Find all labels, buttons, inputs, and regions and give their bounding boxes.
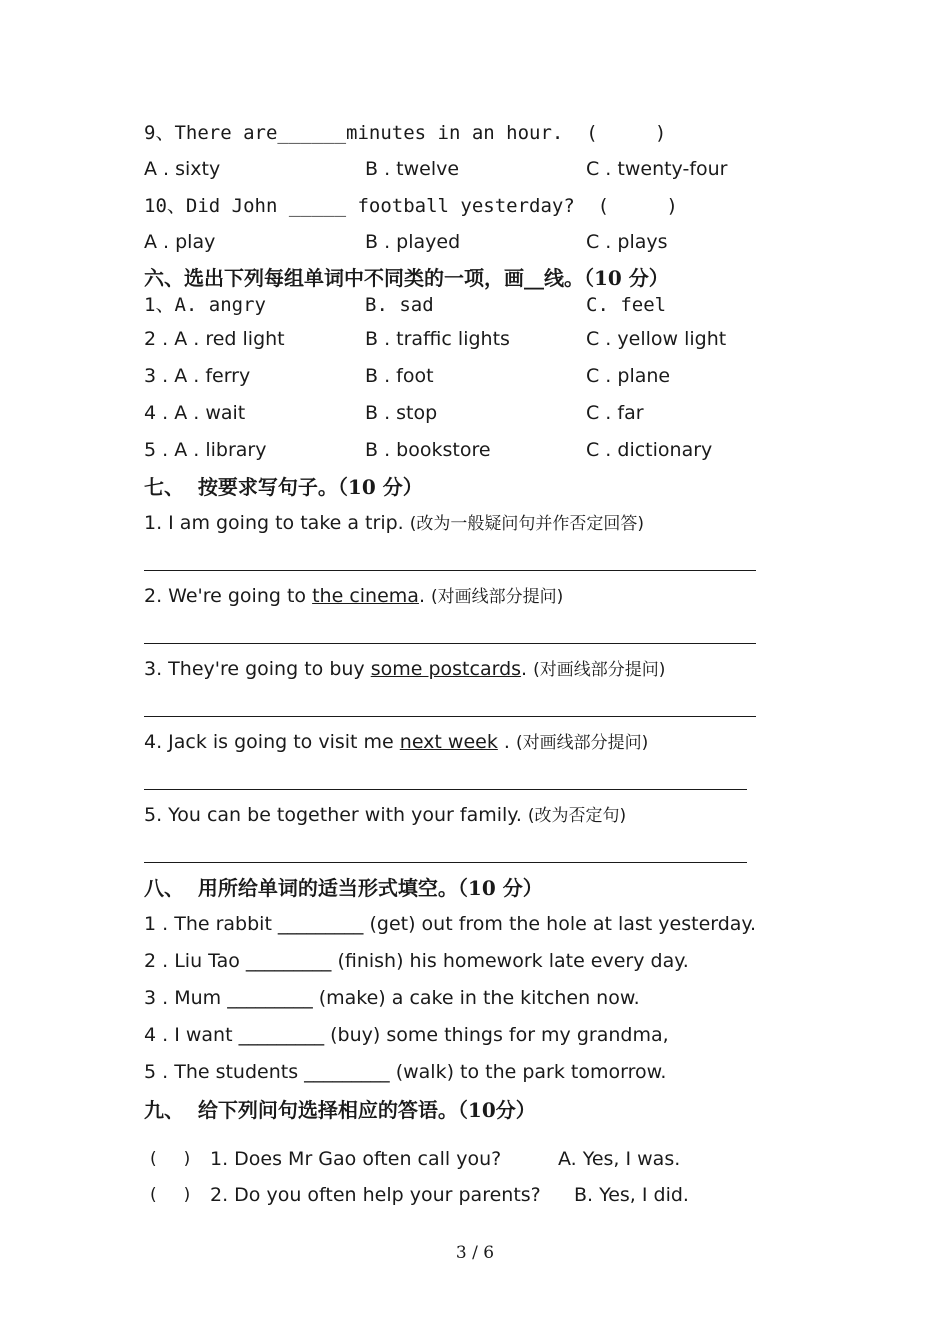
q10-option-c: C . plays xyxy=(586,231,668,253)
s6-item-5-a: 5 . A . library xyxy=(144,439,267,461)
s7-item-2-note: (对画线部分提问) xyxy=(431,587,564,607)
page-number: 3 / 6 xyxy=(455,1243,495,1263)
s8-item-2: 2 . Liu Tao _________ (finish) his homework late every day. xyxy=(144,950,689,972)
s9-option-b: B. Yes, I did. xyxy=(574,1184,689,1206)
q10-option-a: A . play xyxy=(144,231,216,253)
s7-item-2-text: 2. We're going to xyxy=(144,585,313,607)
s7-item-1-text: 1. I am going to take a trip. xyxy=(144,512,410,534)
s8-item-5: 5 . The students _________ (walk) to the park tomorrow. xyxy=(144,1061,667,1083)
q9-option-a: A . sixty xyxy=(144,158,221,180)
s7-item-5-text: 5. You can be together with your family. xyxy=(144,804,528,826)
answer-line-3[interactable] xyxy=(144,716,756,717)
s7-item-4-period: . xyxy=(497,731,516,753)
s6-item-1-c: C. feel xyxy=(586,294,667,316)
s6-item-2-c: C . yellow light xyxy=(586,328,727,350)
s7-item-4-note: (对画线部分提问) xyxy=(515,733,649,753)
s6-item-5-c: C . dictionary xyxy=(586,439,713,461)
s6-item-3-b: B . foot xyxy=(365,365,434,387)
s7-item-2 xyxy=(144,584,563,609)
s7-item-3-note: (对画线部分提问) xyxy=(533,660,666,680)
answer-line-4[interactable] xyxy=(144,789,747,790)
s9-item-2-question: 2. Do you often help your parents? xyxy=(210,1184,541,1206)
s6-item-4-a: 4 . A . wait xyxy=(144,402,246,424)
s7-item-4 xyxy=(144,730,648,755)
q10-option-b: B . played xyxy=(365,231,461,253)
s6-item-3-c: C . plane xyxy=(586,365,671,387)
s7-item-1-note: (改为一般疑问句并作否定回答) xyxy=(409,514,644,534)
q9-option-b: B . twelve xyxy=(365,158,460,180)
s6-item-1-a: 1、A. angry xyxy=(144,294,266,316)
answer-line-5[interactable] xyxy=(144,862,747,863)
s7-item-5 xyxy=(144,803,626,828)
s6-item-4-c: C . far xyxy=(586,402,644,424)
s6-item-2-a: 2 . A . red light xyxy=(144,328,285,350)
q9-option-c: C . twenty-four xyxy=(586,158,728,180)
section-7-heading: 七、 按要求写句子。（10 分） xyxy=(144,475,423,499)
question-9: 9、There are______minutes in an hour. ( ) xyxy=(144,122,667,144)
answer-line-2[interactable] xyxy=(144,643,756,644)
s6-item-3-a: 3 . A . ferry xyxy=(144,365,251,387)
section-6-heading: 六、选出下列每组单词中不同类的一项，画__线。（10 分） xyxy=(144,266,669,290)
s9-item-1-bracket[interactable]: ( ) xyxy=(150,1149,191,1169)
s7-item-5-note: (改为否定句) xyxy=(527,806,627,826)
s9-item-2-bracket[interactable]: ( ) xyxy=(150,1185,191,1205)
section-8-heading: 八、 用所给单词的适当形式填空。（10 分） xyxy=(144,876,543,900)
s9-item-1-question: 1. Does Mr Gao often call you? xyxy=(210,1148,502,1170)
s7-item-3-text: 3. They're going to buy xyxy=(144,658,371,680)
s6-item-2-b: B . traffic lights xyxy=(365,328,510,350)
s7-item-3-period: . xyxy=(521,658,534,680)
s9-option-a: A. Yes, I was. xyxy=(558,1148,681,1170)
s7-item-3-underlined: some postcards xyxy=(370,658,522,680)
s8-item-4: 4 . I want _________ (buy) some things for my grandma, xyxy=(144,1024,669,1046)
answer-line-1[interactable] xyxy=(144,570,756,571)
s7-item-2-period: . xyxy=(418,585,432,607)
s7-item-3 xyxy=(144,657,665,682)
question-10: 10、Did John _____ football yesterday? ( ) xyxy=(144,195,678,217)
s6-item-1-b: B. sad xyxy=(365,294,434,316)
s7-item-4-underlined: next week xyxy=(399,731,498,753)
s8-item-1: 1 . The rabbit _________ (get) out from the hole at last yesterday. xyxy=(144,913,757,935)
s7-item-2-underlined: the cinema xyxy=(312,585,419,607)
s6-item-4-b: B . stop xyxy=(365,402,438,424)
s8-item-3: 3 . Mum _________ (make) a cake in the kitchen now. xyxy=(144,987,640,1009)
s7-item-4-text: 4. Jack is going to visit me xyxy=(144,731,400,753)
s7-item-1 xyxy=(144,511,644,536)
s6-item-5-b: B . bookstore xyxy=(365,439,491,461)
section-9-heading: 九、 给下列问句选择相应的答语。（10分） xyxy=(144,1098,536,1122)
